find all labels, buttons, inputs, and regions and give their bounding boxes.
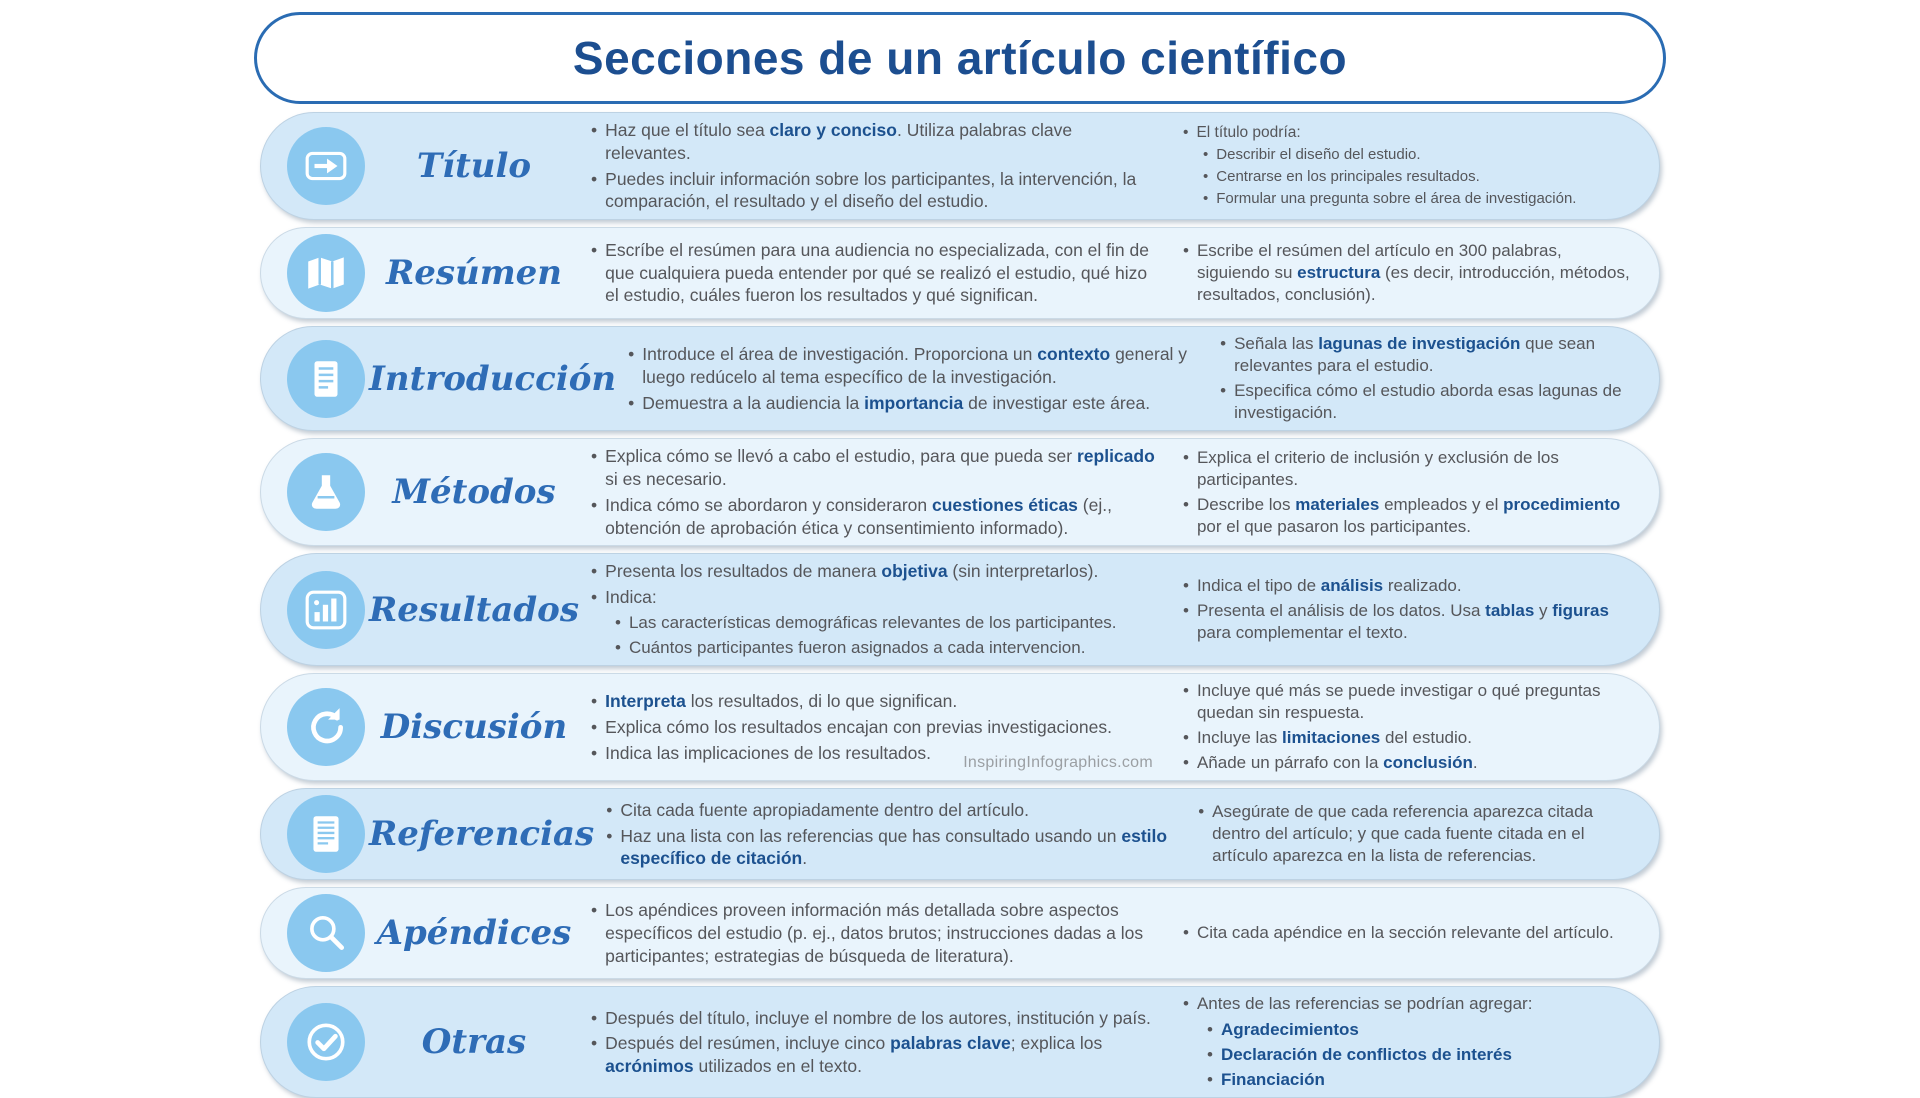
section-row-introduccion — [260, 326, 1660, 431]
section-heading-apendices: Apéndices — [376, 913, 572, 954]
bullet-marker: • — [1203, 167, 1209, 185]
sub-bullet — [1203, 190, 1633, 209]
bullet — [1183, 447, 1633, 491]
bullet — [591, 560, 1161, 583]
bullet — [1183, 575, 1633, 597]
bullet-text: Formular una pregunta sobre el área de investigación. — [1216, 189, 1577, 207]
magnifier-icon — [287, 894, 365, 972]
keyword: procedimiento — [1503, 494, 1621, 514]
bullet-marker: • — [1207, 1044, 1213, 1064]
bullet — [1183, 600, 1633, 644]
bullet — [591, 168, 1161, 214]
section-heading-discusion: Discusión — [380, 707, 568, 748]
keyword: materiales — [1295, 494, 1380, 514]
check-icon — [287, 1003, 365, 1081]
section-row-metodos — [260, 438, 1660, 546]
bullet-text: Haz una lista con las referencias que has consultado usando un estilo específico de citación. — [620, 825, 1168, 869]
bullet-text: Antes de las referencias se podrían agregar: — [1196, 994, 1533, 1014]
sections-list — [260, 112, 1660, 1089]
bullet-marker: • — [1220, 381, 1227, 401]
section-middle-notes — [583, 560, 1171, 659]
bullet-marker: • — [606, 825, 613, 846]
bullet-marker: • — [591, 900, 598, 921]
map-icon — [303, 250, 349, 296]
sub-bullet — [1203, 168, 1633, 187]
bullet-text: Señala las lagunas de investigación que sean relevantes para el estudio. — [1234, 334, 1596, 376]
references-list-icon — [287, 795, 365, 873]
bullet-text: Incluye qué más se puede investigar o qué preguntas quedan sin respuesta. — [1196, 681, 1601, 723]
section-right-notes — [1186, 795, 1633, 873]
bullet — [606, 799, 1176, 822]
document-icon — [303, 356, 349, 402]
keyword: Interpreta — [605, 691, 686, 712]
section-heading-titulo: Título — [416, 146, 532, 186]
section-row-titulo — [260, 112, 1660, 220]
sub-bullet — [615, 637, 1161, 659]
section-middle-notes — [583, 894, 1171, 972]
bullet-text: Centrarse en los principales resultados. — [1216, 167, 1480, 185]
keyword: Declaración de conflictos de interés — [1220, 1044, 1512, 1064]
bullet-marker: • — [615, 637, 621, 657]
bullet-text: Indica cómo se abordaron y consideraron cuestiones éticas (ej., obtención de aprobación ética y consentimiento informado). — [605, 494, 1112, 538]
bullet — [591, 1007, 1161, 1030]
bullet — [606, 825, 1176, 871]
bullet — [1220, 333, 1633, 377]
bullet-marker: • — [591, 446, 598, 467]
section-right-notes — [1171, 894, 1633, 972]
bullet — [591, 586, 1161, 609]
bullet — [591, 716, 1161, 739]
bullet-text: El título podría: — [1196, 124, 1301, 142]
bullet — [591, 239, 1161, 307]
section-row-resumen — [260, 227, 1660, 319]
bullet — [1183, 680, 1633, 724]
bullet-text: Cita cada apéndice en la sección relevante del artículo. — [1196, 923, 1614, 943]
bullet-text: Presenta el análisis de los datos. Usa tablas y figuras para complementar el texto. — [1196, 601, 1609, 643]
references-list-icon — [303, 811, 349, 857]
bullet — [1198, 801, 1633, 867]
bullet-marker: • — [615, 612, 621, 632]
bullet — [1220, 380, 1633, 424]
flask-icon — [287, 453, 365, 531]
section-middle-notes — [583, 993, 1171, 1090]
bullet-text: Añade un párrafo con la conclusión. — [1196, 753, 1478, 773]
bullet-marker: • — [1207, 1019, 1213, 1039]
bullet-marker: • — [1183, 923, 1189, 943]
keyword: palabras clave — [890, 1033, 1011, 1054]
bullet — [591, 445, 1161, 491]
page-title: Secciones de un artículo científico — [572, 32, 1348, 84]
keyword: análisis — [1320, 576, 1384, 596]
section-middle-notes — [583, 234, 1171, 312]
sub-bullet — [1207, 1044, 1633, 1066]
bullet-text: Interpreta los resultados, di lo que significan. — [605, 691, 958, 712]
keyword: importancia — [864, 392, 964, 413]
bullet-marker: • — [628, 344, 635, 365]
bullet — [591, 899, 1161, 967]
bullet-text: Indica el tipo de análisis realizado. — [1196, 576, 1462, 596]
flask-icon — [303, 469, 349, 515]
refresh-icon — [303, 704, 349, 750]
bullet-text — [1221, 1044, 1633, 1066]
bullet-marker: • — [1183, 994, 1189, 1014]
bullet-marker: • — [1207, 1069, 1213, 1089]
bullet-marker: • — [1203, 189, 1209, 207]
refresh-icon — [287, 688, 365, 766]
section-heading-resultados: Resultados — [369, 589, 579, 630]
bullet-text: Haz que el título sea claro y conciso. Utiliza palabras clave relevantes. — [605, 120, 1073, 163]
bullet-text: Escribe el resúmen del artículo en 300 palabras, siguiendo su estructura (es decir, introducción, métodos, resultados, conclusión). — [1196, 240, 1630, 305]
bullet — [591, 1032, 1161, 1078]
section-heading-referencias: Referencias — [369, 814, 595, 855]
sub-bullet — [1203, 146, 1633, 165]
magnifier-icon — [303, 910, 349, 956]
sub-bullet — [615, 612, 1161, 634]
keyword: objetiva — [881, 561, 948, 582]
bullet — [1183, 993, 1633, 1015]
bullet — [1183, 922, 1633, 944]
keyword: contexto — [1037, 344, 1111, 365]
bullet-text: Puedes incluir información sobre los participantes, la intervención, la comparación, el resultado y el diseño del estudio. — [605, 168, 1137, 212]
bullet-marker: • — [1183, 753, 1189, 773]
section-middle-notes — [583, 445, 1171, 539]
keyword: replicado — [1076, 446, 1155, 467]
bullet — [1183, 240, 1633, 306]
bullet-marker: • — [591, 561, 598, 582]
bullet-marker: • — [1183, 728, 1189, 748]
bar-chart-icon — [303, 587, 349, 633]
keyword: limitaciones — [1282, 728, 1381, 748]
bullet-marker: • — [1183, 681, 1189, 701]
bullet-text: Especifica cómo el estudio aborda esas lagunas de investigación. — [1234, 381, 1622, 423]
bullet — [591, 119, 1161, 165]
keyword: cuestiones éticas — [932, 494, 1078, 515]
section-right-notes — [1171, 680, 1633, 774]
bullet — [1183, 727, 1633, 749]
keyword: lagunas de investigación — [1318, 334, 1521, 353]
bullet-text: Las características demográficas relevantes de los participantes. — [628, 612, 1117, 632]
bullet-marker: • — [591, 120, 598, 140]
bullet-marker: • — [591, 742, 598, 763]
section-row-apendices — [260, 887, 1660, 979]
bullet-text: Demuestra a la audiencia la importancia de investigar este área. — [642, 392, 1151, 413]
bullet-marker: • — [1183, 601, 1189, 621]
bullet-marker: • — [628, 392, 635, 413]
bullet — [628, 392, 1198, 415]
keyword: conclusión — [1383, 753, 1473, 773]
keyword: estilo específico de citación — [620, 825, 1168, 869]
arrow-right-icon — [303, 143, 349, 189]
keyword: tablas — [1485, 601, 1535, 621]
keyword: Agradecimientos — [1220, 1019, 1359, 1039]
bullet-text: Los apéndices proveen información más detallada sobre aspectos específicos del estudio (p. ej., datos brutos; instrucciones dadas a los participantes; estrategias de búsqueda de literatura). — [605, 900, 1144, 966]
bullet-marker: • — [591, 1033, 598, 1054]
bullet-marker: • — [1183, 494, 1189, 514]
bullet-text: Explica cómo se llevó a cabo el estudio, para que pueda ser replicado si es necesario. — [605, 446, 1155, 490]
bullet-marker: • — [591, 168, 598, 189]
section-right-notes — [1171, 445, 1633, 539]
bullet-marker: • — [591, 239, 598, 260]
bullet-text: Describe los materiales empleados y el procedimiento por el que pasaron los participantes. — [1196, 494, 1621, 536]
section-right-notes — [1208, 333, 1633, 424]
keyword: claro y conciso — [769, 120, 897, 140]
section-row-referencias — [260, 788, 1660, 880]
bullet — [591, 690, 1161, 713]
section-right-notes — [1171, 993, 1633, 1090]
bullet-marker: • — [1198, 802, 1205, 822]
sub-bullet — [1207, 1019, 1633, 1041]
keyword: Financiación — [1220, 1069, 1325, 1089]
bullet-text: Asegúrate de que cada referencia aparezca citada dentro del artículo; y que cada fuente citada en el artículo aparezca en la lista de referencias. — [1212, 802, 1594, 866]
arrow-right-icon — [287, 127, 365, 205]
bullet — [1183, 752, 1633, 774]
keyword: estructura — [1297, 262, 1381, 282]
bullet-marker: • — [591, 691, 598, 712]
title-banner — [254, 12, 1666, 104]
section-heading-introduccion: Introducción — [369, 358, 617, 399]
bullet-text: Explica cómo los resultados encajan con previas investigaciones. — [605, 716, 1112, 737]
bullet-text: Presenta los resultados de manera objetiva (sin interpretarlos). — [605, 561, 1099, 582]
bullet-text: Escríbe el resúmen para una audiencia no especializada, con el fin de que cualquiera pueda entender por qué se realizó el estudio, qué hizo el estudio, cuáles fueron los resultados y qué significan. — [605, 239, 1149, 306]
section-middle-notes — [620, 333, 1208, 424]
bullet-marker: • — [1183, 124, 1189, 142]
bullet-marker: • — [591, 494, 598, 515]
bullet-marker: • — [1203, 145, 1209, 163]
section-right-notes — [1171, 560, 1633, 659]
bullet-marker: • — [591, 716, 598, 737]
bullet-marker: • — [1183, 447, 1189, 467]
bullet-marker: • — [606, 799, 613, 820]
section-heading-metodos: Métodos — [392, 472, 556, 513]
section-middle-notes — [583, 119, 1171, 213]
section-row-discusion — [260, 673, 1660, 781]
bullet-text: Cuántos participantes fueron asignados a cada intervencion. — [628, 637, 1086, 657]
infographic-canvas — [0, 12, 1920, 1092]
bullet-text: Indica: — [605, 587, 657, 608]
bullet-text: Cita cada fuente apropiadamente dentro del artículo. — [620, 799, 1029, 820]
bullet-marker: • — [591, 1007, 598, 1028]
keyword: acrónimos — [605, 1056, 694, 1076]
section-heading-resumen: Resúmen — [385, 253, 563, 293]
bullet-text — [1221, 1019, 1633, 1041]
section-heading-otras: Otras — [421, 1022, 527, 1063]
bullet — [628, 343, 1198, 389]
bullet-marker: • — [1183, 240, 1189, 260]
bullet-text: Explica el criterio de inclusión y exclusión de los participantes. — [1196, 447, 1559, 489]
keyword: figuras — [1552, 601, 1609, 621]
section-middle-notes — [583, 680, 1171, 774]
bullet — [1183, 123, 1633, 143]
bullet-marker: • — [1220, 334, 1227, 353]
bar-chart-icon — [287, 571, 365, 649]
bullet-text: Después del resúmen, incluye cinco palabras clave; explica los acrónimos utilizados en el texto. — [605, 1033, 1103, 1076]
bullet — [591, 494, 1161, 540]
bullet-marker: • — [591, 587, 598, 608]
section-row-otras — [260, 986, 1660, 1097]
bullet-marker: • — [1183, 576, 1189, 596]
bullet-text: Introduce el área de investigación. Proporciona un contexto general y luego redúcelo al tema específico de la investigación. — [642, 344, 1188, 387]
check-icon — [303, 1019, 349, 1065]
document-icon — [287, 340, 365, 418]
bullet-text: Indica las implicaciones de los resultados. — [605, 742, 932, 763]
bullet-text: Después del título, incluye el nombre de los autores, institución y país. — [605, 1007, 1151, 1028]
bullet-text: Describir el diseño del estudio. — [1216, 145, 1421, 163]
bullet-text: Incluye las limitaciones del estudio. — [1196, 728, 1472, 748]
section-row-resultados — [260, 553, 1660, 666]
section-right-notes — [1171, 119, 1633, 213]
map-icon — [287, 234, 365, 312]
watermark: InspiringInfographics.com — [963, 754, 1153, 772]
section-middle-notes — [598, 795, 1186, 873]
section-right-notes — [1171, 234, 1633, 312]
bullet — [1183, 494, 1633, 538]
